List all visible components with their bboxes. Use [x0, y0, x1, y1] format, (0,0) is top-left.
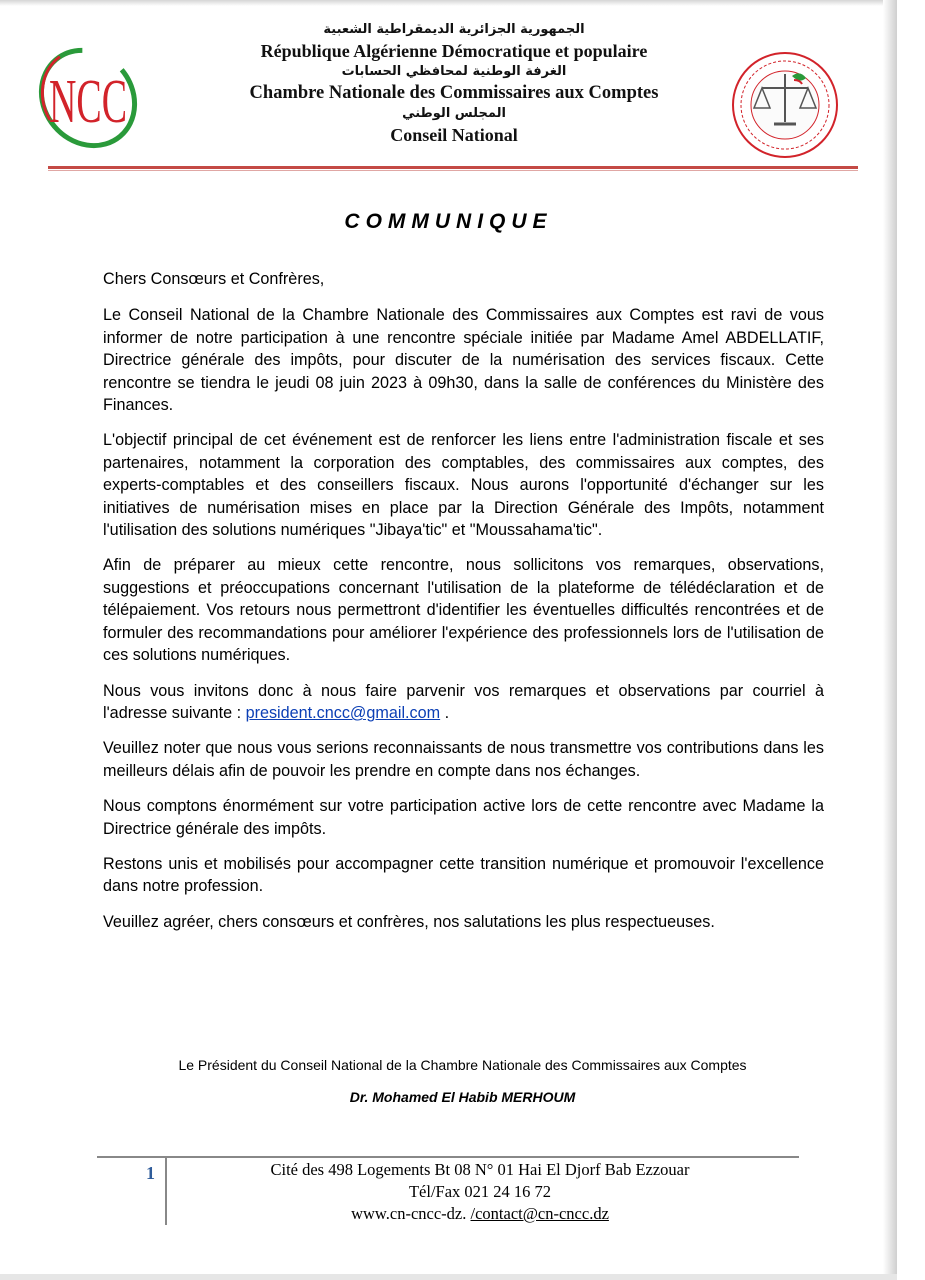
page-number: 1	[146, 1163, 155, 1183]
ncc-logo-icon	[40, 44, 136, 152]
footer-address-block	[190, 1159, 770, 1225]
signature-name: Dr. Mohamed El Habib MERHOUM	[349, 1089, 576, 1105]
paragraph-meeting-info: Le Conseil National de la Chambre Nationale des Commissaires aux Comptes est ravi de vous informer de notre participation à une rencontre spéciale initiée par Madame Amel ABDELLATIF, Directrice générale des impôts, pour discuter de la numérisation des services fiscaux. Cette rencontre se tiendra le jeudi 08 juin 2023 à 09h30, dans la salle de conférences du Ministère des Finances.	[103, 306, 824, 415]
paragraph-deadline: Veuillez noter que nous vous serions reconnaissants de nous transmettre vos contributions dans les meilleurs délais afin de pouvoir les prendre en compte dans nos échanges.	[103, 739, 824, 780]
signature-role: Le Président du Conseil National de la Chambre Nationale des Commissaires aux Comptes	[178, 1057, 747, 1073]
header-french-chamber: Chambre Nationale des Commissaires aux Comptes	[249, 83, 659, 103]
letter-body	[103, 268, 824, 946]
footer-address: Cité des 498 Logements Bt 08 N° 01 Hai El Djorf Bab Ezzouar	[270, 1160, 690, 1179]
header-divider	[48, 166, 858, 169]
page-top-shadow	[0, 0, 897, 6]
letterhead	[180, 20, 728, 146]
paragraph-participation: Nous comptons énormément sur votre participation active lors de cette rencontre avec Madame la Directrice générale des impôts.	[103, 797, 824, 838]
footer-contact-email[interactable]: /contact@cn-cncc.dz	[470, 1204, 609, 1223]
contact-text: Nous vous invitons donc à nous faire parvenir vos remarques et observations par courriel à l'adresse suivante :	[103, 681, 824, 722]
footer-divider	[97, 1156, 799, 1158]
document-title: COMMUNIQUE	[344, 210, 553, 233]
contact-end: .	[440, 703, 450, 722]
paragraph-contact	[103, 680, 824, 725]
page-right-shadow	[883, 0, 897, 1280]
chamber-seal-icon	[722, 50, 848, 160]
paragraph-objective: L'objectif principal de cet événement est de renforcer les liens entre l'administration fiscale et ses partenaires, notamment la corporation des comptables, des commissaires aux comptes, des experts-comptables et des conseillers fiscaux. Nous aurons l'opportunité d'échanger sur les initiatives de numérisation mises en place par la Direction Générale des Impôts, notamment l'utilisation des solutions numériques "Jibaya'tic" et "Moussahama'tic".	[103, 431, 824, 540]
page-bottom-edge	[0, 1274, 897, 1280]
header-arabic-republic: الجمهورية الجزائرية الديمقراطية الشعبية	[323, 22, 585, 37]
header-arabic-chamber: الغرفة الوطنية لمحافظي الحسابات	[341, 64, 567, 79]
footer-vertical-divider	[165, 1157, 167, 1225]
header-arabic-council: المجلس الوطني	[402, 106, 506, 121]
email-link[interactable]: president.cncc@gmail.com	[245, 703, 441, 722]
footer-website[interactable]: www.cn-cncc-dz.	[351, 1204, 471, 1223]
header-divider-thin	[48, 170, 858, 171]
header-french-council: Conseil National	[390, 125, 518, 145]
paragraph-request: Afin de préparer au mieux cette rencontre, nous sollicitons vos remarques, observations, suggestions et préoccupations concernant l'utilisation de la plateforme de télédéclaration et de télépaiement. Vos retours nous permettront d'identifier les éventuelles difficultés rencontrées et de formuler des recommandations pour améliorer l'expérience des professionnels lors de l'utilisation de ces solutions numériques.	[103, 556, 824, 665]
svg-text:NCC: NCC	[49, 68, 127, 136]
footer-phone: Tél/Fax 021 24 16 72	[408, 1182, 552, 1201]
paragraph-unity: Restons unis et mobilisés pour accompagner cette transition numérique et promouvoir l'excellence dans notre profession.	[103, 854, 824, 896]
header-french-republic: République Algérienne Démocratique et populaire	[260, 41, 648, 61]
footer-web-line	[190, 1203, 770, 1225]
greeting: Chers Consœurs et Confrères,	[103, 270, 325, 288]
paragraph-closing: Veuillez agréer, chers consœurs et confrères, nos salutations les plus respectueuses.	[103, 912, 715, 931]
